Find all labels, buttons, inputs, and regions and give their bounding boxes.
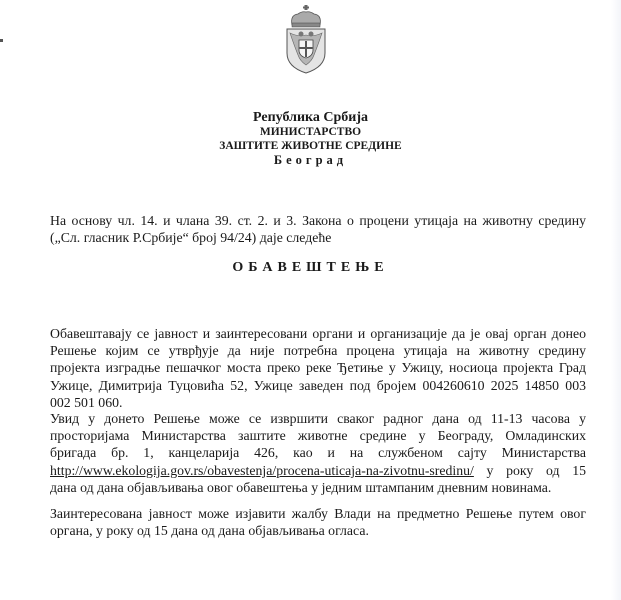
- notice-title: ОБАВЕШТЕЊЕ: [232, 260, 389, 275]
- paragraph-line: бригада бр. 1, канцеларија 426, као и на службеном сајту Министарства: [50, 445, 586, 461]
- paragraph-line: Решење којим се утврђује да није потребна процена утицаја на животну средину: [50, 343, 586, 359]
- intro-paragraph: [50, 212, 586, 246]
- ministry-name-line2: ЗАШТИТЕ ЖИВОТНЕ СРЕДИНЕ: [219, 140, 402, 152]
- intro-line: („Сл. гласник Р.Србије“ број 94/24) даје следеће: [50, 230, 332, 246]
- paragraph-line: Заинтересована јавност може изјавити жалбу Влади на предметно Решење путем овог: [50, 506, 586, 521]
- page-edge-shadow: [611, 0, 621, 600]
- intro-line: На основу чл. 14. и члана 39. ст. 2. и 3. Закона о процени утицаја на животну средину: [50, 213, 586, 228]
- paragraph-line: просторијама Министарства заштите животне средине у Београду, Омладинских: [50, 428, 586, 444]
- paragraph-line: дана од дана објављивања овог обавештења у једним штампаним дневним новинама.: [50, 479, 552, 495]
- paragraph-line: органа, у року од 15 дана од дана објављивања огласа.: [50, 523, 369, 539]
- notice-paragraph-1: [50, 325, 586, 411]
- paragraph-line: Увид у донето Решење може се извршити сваког радног дана од 11-13 часова у: [50, 411, 586, 426]
- ministry-website-link[interactable]: http://www.ekologija.gov.rs/obavestenja/procena-uticaja-na-zivotnu-sredinu/: [50, 462, 474, 478]
- paragraph-line: 002 501 060.: [50, 394, 123, 410]
- notice-paragraph-2: [50, 410, 586, 496]
- country-name: Република Србија: [252, 110, 368, 125]
- paragraph-line: Ужице, Димитрија Туцовића 52, Ужице заведен под бројем 004260610 2025 14850 003: [50, 377, 586, 393]
- ministry-name-line1: МИНИСТАРСТВО: [259, 126, 362, 138]
- notice-paragraph-3: [50, 505, 586, 539]
- city-name: Београд: [273, 153, 348, 167]
- scan-speck: [0, 39, 3, 42]
- paragraph-line: Обавештавају се јавност и заинтересовани органи и организације да је овај орган донео: [50, 326, 586, 341]
- paragraph-line: пројекта изградње пешачког моста преко реке Ђетиње у Ужицу, носиоца пројекта Град: [50, 360, 586, 376]
- paragraph-line-with-link: [50, 462, 586, 479]
- paragraph-line-rest: у року од 15: [473, 462, 586, 478]
- serbian-coat-of-arms-icon: [284, 5, 328, 75]
